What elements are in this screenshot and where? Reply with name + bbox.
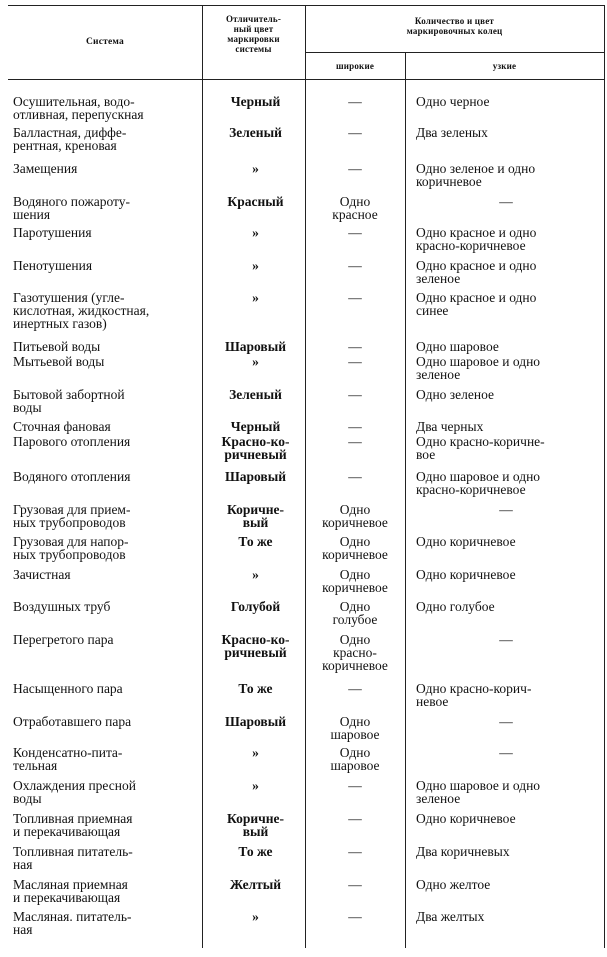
system-name: Масляная приемная и перекачивающая	[13, 877, 128, 905]
wide-rings: —	[348, 778, 362, 793]
system-name: Замещения	[13, 161, 78, 176]
header-bottom-border	[8, 79, 604, 80]
system-name: Осушительная, водо- отливная, перепускная	[13, 94, 144, 122]
narrow-rings: —	[499, 632, 513, 647]
system-name: Питьевой воды	[13, 339, 101, 354]
wide-rings: Одно голубое	[332, 599, 378, 627]
narrow-rings: Одно коричневое	[416, 811, 516, 826]
narrow-rings: Одно шаровое и одно зеленое	[416, 778, 541, 806]
narrow-rings: Одно красное и одно синее	[416, 290, 537, 318]
system-name: Насыщенного пара	[13, 681, 123, 696]
system-name: Мытьевой воды	[13, 354, 105, 369]
system-name: Сточная фановая	[13, 419, 111, 434]
wide-rings: —	[348, 877, 362, 892]
narrow-rings: Одно желтое	[416, 877, 491, 892]
wide-rings: Одно коричневое	[322, 534, 388, 562]
narrow-rings: Два черных	[416, 419, 484, 434]
header-narrow: узкие	[492, 61, 517, 71]
wide-rings: —	[348, 811, 362, 826]
system-name: Грузовая для прием- ных трубопроводов	[13, 502, 131, 530]
wide-rings: —	[348, 125, 362, 140]
system-name: Конденсатно-питa- тельная	[13, 745, 123, 773]
system-color: Красно-ко- ричневый	[221, 632, 290, 660]
system-name: Балластная, диффе- рентная, креновая	[13, 125, 127, 153]
system-name: Зачистная	[13, 567, 71, 582]
system-color: Желтый	[229, 877, 282, 892]
system-name: Грузовая для напор- ных трубопроводов	[13, 534, 129, 562]
narrow-rings: Два коричневых	[416, 844, 510, 859]
system-color: Красный	[227, 194, 284, 209]
header-system: Система	[86, 37, 124, 47]
system-color: Шаровый	[224, 469, 287, 484]
wide-rings: —	[348, 94, 362, 109]
system-color: Коричне- вый	[226, 811, 285, 839]
system-color: »	[252, 567, 259, 582]
system-name: Топливная приемная и перекачивающая	[13, 811, 133, 839]
table-right-border	[604, 5, 605, 948]
narrow-rings: Одно красно-корич- невое	[416, 681, 532, 709]
system-color: Черный	[230, 94, 281, 109]
wide-rings: —	[348, 354, 362, 369]
wide-rings: Одно шаровое	[330, 714, 380, 742]
system-color: Зеленый	[229, 125, 282, 140]
col-divider-1	[202, 5, 203, 948]
system-name: Пенотушения	[13, 258, 93, 273]
wide-rings: —	[348, 419, 362, 434]
wide-rings: —	[348, 909, 362, 924]
wide-rings: Одно коричневое	[322, 567, 388, 595]
wide-rings: —	[348, 339, 362, 354]
narrow-rings: Одно коричневое	[416, 534, 516, 549]
narrow-rings: Одно зеленое и одно коричневое	[416, 161, 536, 189]
narrow-rings: Одно красное и одно красно-коричневое	[416, 225, 537, 253]
system-color: »	[252, 290, 259, 305]
system-color: »	[252, 258, 259, 273]
system-name: Бытовой забортной воды	[13, 387, 125, 415]
wide-rings: —	[348, 469, 362, 484]
system-color: Шаровый	[224, 714, 287, 729]
narrow-rings: Одно голубое	[416, 599, 495, 614]
narrow-rings: Одно зеленое	[416, 387, 494, 402]
wide-rings: Одно красное	[332, 194, 378, 222]
narrow-rings: Одно шаровое и одно красно-коричневое	[416, 469, 541, 497]
wide-rings: Одно коричневое	[322, 502, 388, 530]
system-name: Перегретого пара	[13, 632, 114, 647]
narrow-rings: —	[499, 194, 513, 209]
system-name: Водяного пожароту- шения	[13, 194, 130, 222]
system-name: Охлаждения пресной воды	[13, 778, 136, 806]
wide-rings: —	[348, 434, 362, 449]
narrow-rings: Одно коричневое	[416, 567, 516, 582]
system-color: Красно-ко- ричневый	[221, 434, 290, 462]
wide-rings: —	[348, 161, 362, 176]
system-name: Газотушения (угле- кислотная, жидкостная, инертных газов)	[13, 290, 150, 331]
system-color: Шаровый	[224, 339, 287, 354]
wide-rings: —	[348, 681, 362, 696]
system-name: Парового отопления	[13, 434, 131, 449]
system-color: »	[252, 778, 259, 793]
header-wide: широкие	[335, 61, 375, 71]
narrow-rings: Одно черное	[416, 94, 490, 109]
wide-rings: —	[348, 258, 362, 273]
col-divider-3	[405, 52, 406, 948]
wide-rings: Одно красно- коричневое	[322, 632, 388, 673]
wide-rings: —	[348, 844, 362, 859]
system-color: То же	[238, 844, 273, 859]
system-color: »	[252, 354, 259, 369]
system-name: Водяного отопления	[13, 469, 131, 484]
system-name: Воздушных труб	[13, 599, 111, 614]
wide-rings: —	[348, 290, 362, 305]
col-divider-2	[305, 5, 306, 948]
system-name: Масляная. питатель- ная	[13, 909, 132, 937]
wide-rings: Одно шаровое	[330, 745, 380, 773]
wide-rings: —	[348, 225, 362, 240]
narrow-rings: Одно шаровое	[416, 339, 499, 354]
system-color: Голубой	[230, 599, 281, 614]
system-color: Черный	[230, 419, 281, 434]
system-name: Паротушения	[13, 225, 92, 240]
header-rings-title: Количество и цвет маркировочных колец	[406, 16, 503, 36]
system-name: Отработавшего пара	[13, 714, 132, 729]
system-color: То же	[238, 681, 273, 696]
system-name: Топливная питатель- ная	[13, 844, 133, 872]
narrow-rings: —	[499, 714, 513, 729]
header-distinctive-color: Отличитель- ный цвет маркировки системы	[225, 14, 282, 54]
header-subdivider	[305, 52, 604, 53]
system-color: Зеленый	[229, 387, 282, 402]
narrow-rings: —	[499, 745, 513, 760]
narrow-rings: Одно красное и одно зеленое	[416, 258, 537, 286]
narrow-rings: Два зеленых	[416, 125, 488, 140]
wide-rings: —	[348, 387, 362, 402]
table-top-border	[8, 5, 604, 6]
narrow-rings: —	[499, 502, 513, 517]
system-color: »	[252, 225, 259, 240]
narrow-rings: Одно шаровое и одно зеленое	[416, 354, 541, 382]
system-color: Коричне- вый	[226, 502, 285, 530]
narrow-rings: Два желтых	[416, 909, 485, 924]
narrow-rings: Одно красно-коричне- вое	[416, 434, 545, 462]
system-color: То же	[238, 534, 273, 549]
system-color: »	[252, 745, 259, 760]
system-color: »	[252, 909, 259, 924]
system-color: »	[252, 161, 259, 176]
